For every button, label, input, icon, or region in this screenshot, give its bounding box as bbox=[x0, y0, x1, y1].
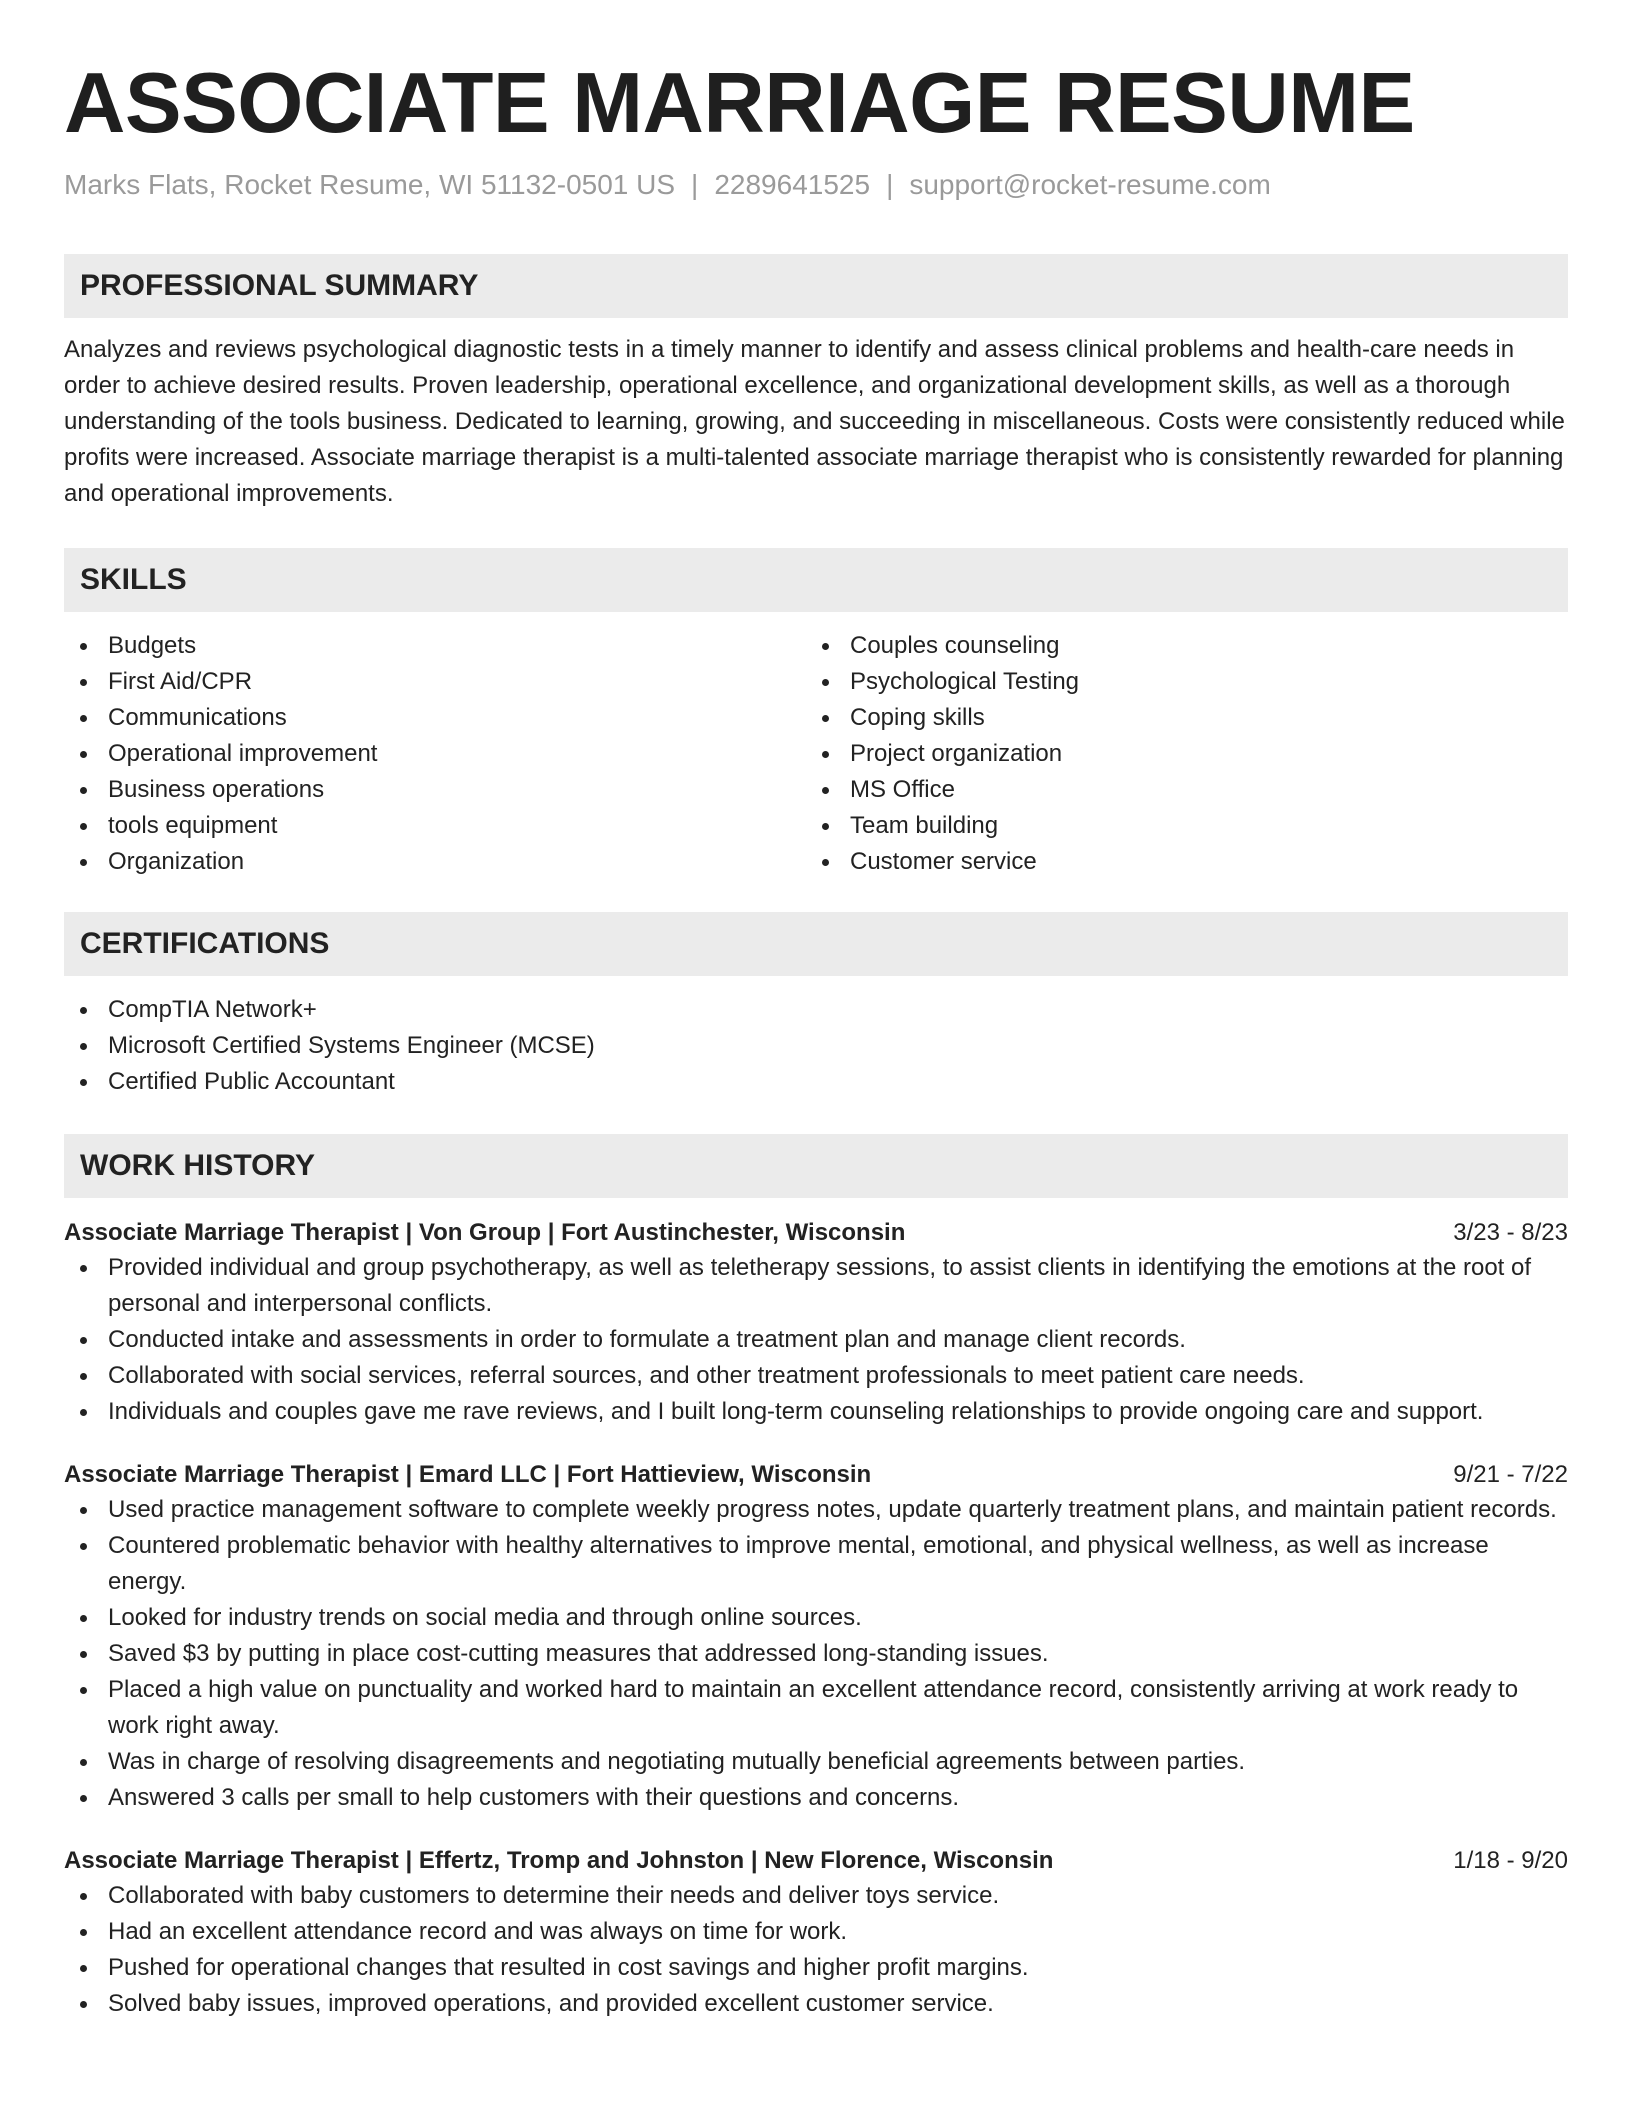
contact-separator: | bbox=[886, 169, 894, 200]
job-bullet: Provided individual and group psychotherapy, as well as teletherapy sessions, to assist clients in identifying the emotions at the root of personal and interpersonal conflicts. bbox=[64, 1250, 1568, 1322]
job-bullets bbox=[64, 1492, 1568, 1816]
skill-item: MS Office bbox=[806, 772, 1548, 808]
resume-page bbox=[64, 0, 1568, 2017]
job-bullet: Answered 3 calls per small to help customers with their questions and concerns. bbox=[64, 1780, 1568, 1816]
section-heading-certifications: CERTIFICATIONS bbox=[64, 912, 1568, 976]
skill-item: Team building bbox=[806, 808, 1548, 844]
skills-list-left bbox=[64, 628, 806, 880]
skill-item: Project organization bbox=[806, 736, 1548, 772]
contact-line bbox=[64, 168, 1568, 202]
job-bullet: Looked for industry trends on social media and through online sources. bbox=[64, 1600, 1568, 1636]
skill-item: Organization bbox=[64, 844, 806, 880]
job-dates: 9/21 - 7/22 bbox=[1453, 1461, 1568, 1488]
skill-item: Budgets bbox=[64, 628, 806, 664]
job-bullet: Solved baby issues, improved operations, and provided excellent customer service. bbox=[64, 1986, 1568, 2022]
certifications-list bbox=[64, 992, 1568, 1100]
skill-item: tools equipment bbox=[64, 808, 806, 844]
job-bullet: Placed a high value on punctuality and worked hard to maintain an excellent attendance record, consistently arriving at work ready to work right away. bbox=[64, 1672, 1568, 1744]
job-bullet: Conducted intake and assessments in order to formulate a treatment plan and manage client records. bbox=[64, 1322, 1568, 1358]
certifications-section bbox=[64, 912, 1568, 1100]
job-bullet: Individuals and couples gave me rave reviews, and I built long-term counseling relationships to provide ongoing care and support. bbox=[64, 1394, 1568, 1430]
job-bullet: Saved $3 by putting in place cost-cutting measures that addressed long-standing issues. bbox=[64, 1636, 1568, 1672]
contact-phone: 2289641525 bbox=[714, 169, 871, 200]
skills-list-right bbox=[806, 628, 1548, 880]
summary-text: Analyzes and reviews psychological diagnostic tests in a timely manner to identify and assess clinical problems and health-care needs in order to achieve desired results. Proven leadership, operational excellence, and organizational development skills, as well as a thorough understanding of the tools business. Dedicated to learning, growing, and succeeding in miscellaneous. Costs were consistently reduced while profits were increased. Associate marriage therapist is a multi-talented associate marriage therapist who is consistently rewarded for planning and operational improvements. bbox=[64, 336, 1565, 507]
resume-title: ASSOCIATE MARRIAGE RESUME bbox=[64, 56, 1415, 151]
skill-item: Operational improvement bbox=[64, 736, 806, 772]
job-title: Associate Marriage Therapist | Von Group | Fort Austinchester, Wisconsin bbox=[64, 1219, 906, 1246]
job-title: Associate Marriage Therapist | Emard LLC | Fort Hattieview, Wisconsin bbox=[64, 1461, 872, 1488]
job-bullet: Pushed for operational changes that resulted in cost savings and higher profit margins. bbox=[64, 1950, 1568, 1986]
work-history-section bbox=[64, 1134, 1568, 2022]
skill-item: Business operations bbox=[64, 772, 806, 808]
skill-item: First Aid/CPR bbox=[64, 664, 806, 700]
section-heading-work-history: WORK HISTORY bbox=[64, 1134, 1568, 1198]
skill-item: Psychological Testing bbox=[806, 664, 1548, 700]
certification-item: Microsoft Certified Systems Engineer (MCSE) bbox=[64, 1028, 1568, 1064]
job-bullet: Collaborated with baby customers to determine their needs and deliver toys service. bbox=[64, 1878, 1568, 1914]
job-bullet: Had an excellent attendance record and was always on time for work. bbox=[64, 1914, 1568, 1950]
contact-email: support@rocket-resume.com bbox=[909, 169, 1271, 200]
job-header bbox=[64, 1844, 1568, 1878]
skill-item: Couples counseling bbox=[806, 628, 1548, 664]
job-bullet: Countered problematic behavior with healthy alternatives to improve mental, emotional, and physical wellness, as well as increase energy. bbox=[64, 1528, 1568, 1600]
professional-summary-section bbox=[64, 254, 1568, 536]
contact-address: Marks Flats, Rocket Resume, WI 51132-0501 US bbox=[64, 169, 676, 200]
skill-item: Coping skills bbox=[806, 700, 1548, 736]
certification-item: Certified Public Accountant bbox=[64, 1064, 1568, 1100]
job-entry bbox=[64, 1844, 1568, 2022]
section-heading-summary: PROFESSIONAL SUMMARY bbox=[64, 254, 1568, 318]
section-heading-skills: SKILLS bbox=[64, 548, 1568, 612]
job-dates: 1/18 - 9/20 bbox=[1453, 1847, 1568, 1874]
job-bullet: Used practice management software to complete weekly progress notes, update quarterly treatment plans, and maintain patient records. bbox=[64, 1492, 1568, 1528]
job-bullet: Collaborated with social services, referral sources, and other treatment professionals to meet patient care needs. bbox=[64, 1358, 1568, 1394]
skills-section bbox=[64, 548, 1568, 880]
job-header bbox=[64, 1216, 1568, 1250]
skill-item: Customer service bbox=[806, 844, 1548, 880]
job-dates: 3/23 - 8/23 bbox=[1453, 1219, 1568, 1246]
job-entry bbox=[64, 1216, 1568, 1430]
contact-separator: | bbox=[691, 169, 699, 200]
job-bullet: Was in charge of resolving disagreements and negotiating mutually beneficial agreements between parties. bbox=[64, 1744, 1568, 1780]
job-entry bbox=[64, 1458, 1568, 1816]
job-bullets bbox=[64, 1250, 1568, 1430]
skills-grid bbox=[64, 628, 1568, 880]
job-bullets bbox=[64, 1878, 1568, 2022]
job-title: Associate Marriage Therapist | Effertz, Tromp and Johnston | New Florence, Wisconsin bbox=[64, 1847, 1054, 1874]
certification-item: CompTIA Network+ bbox=[64, 992, 1568, 1028]
job-header bbox=[64, 1458, 1568, 1492]
skill-item: Communications bbox=[64, 700, 806, 736]
